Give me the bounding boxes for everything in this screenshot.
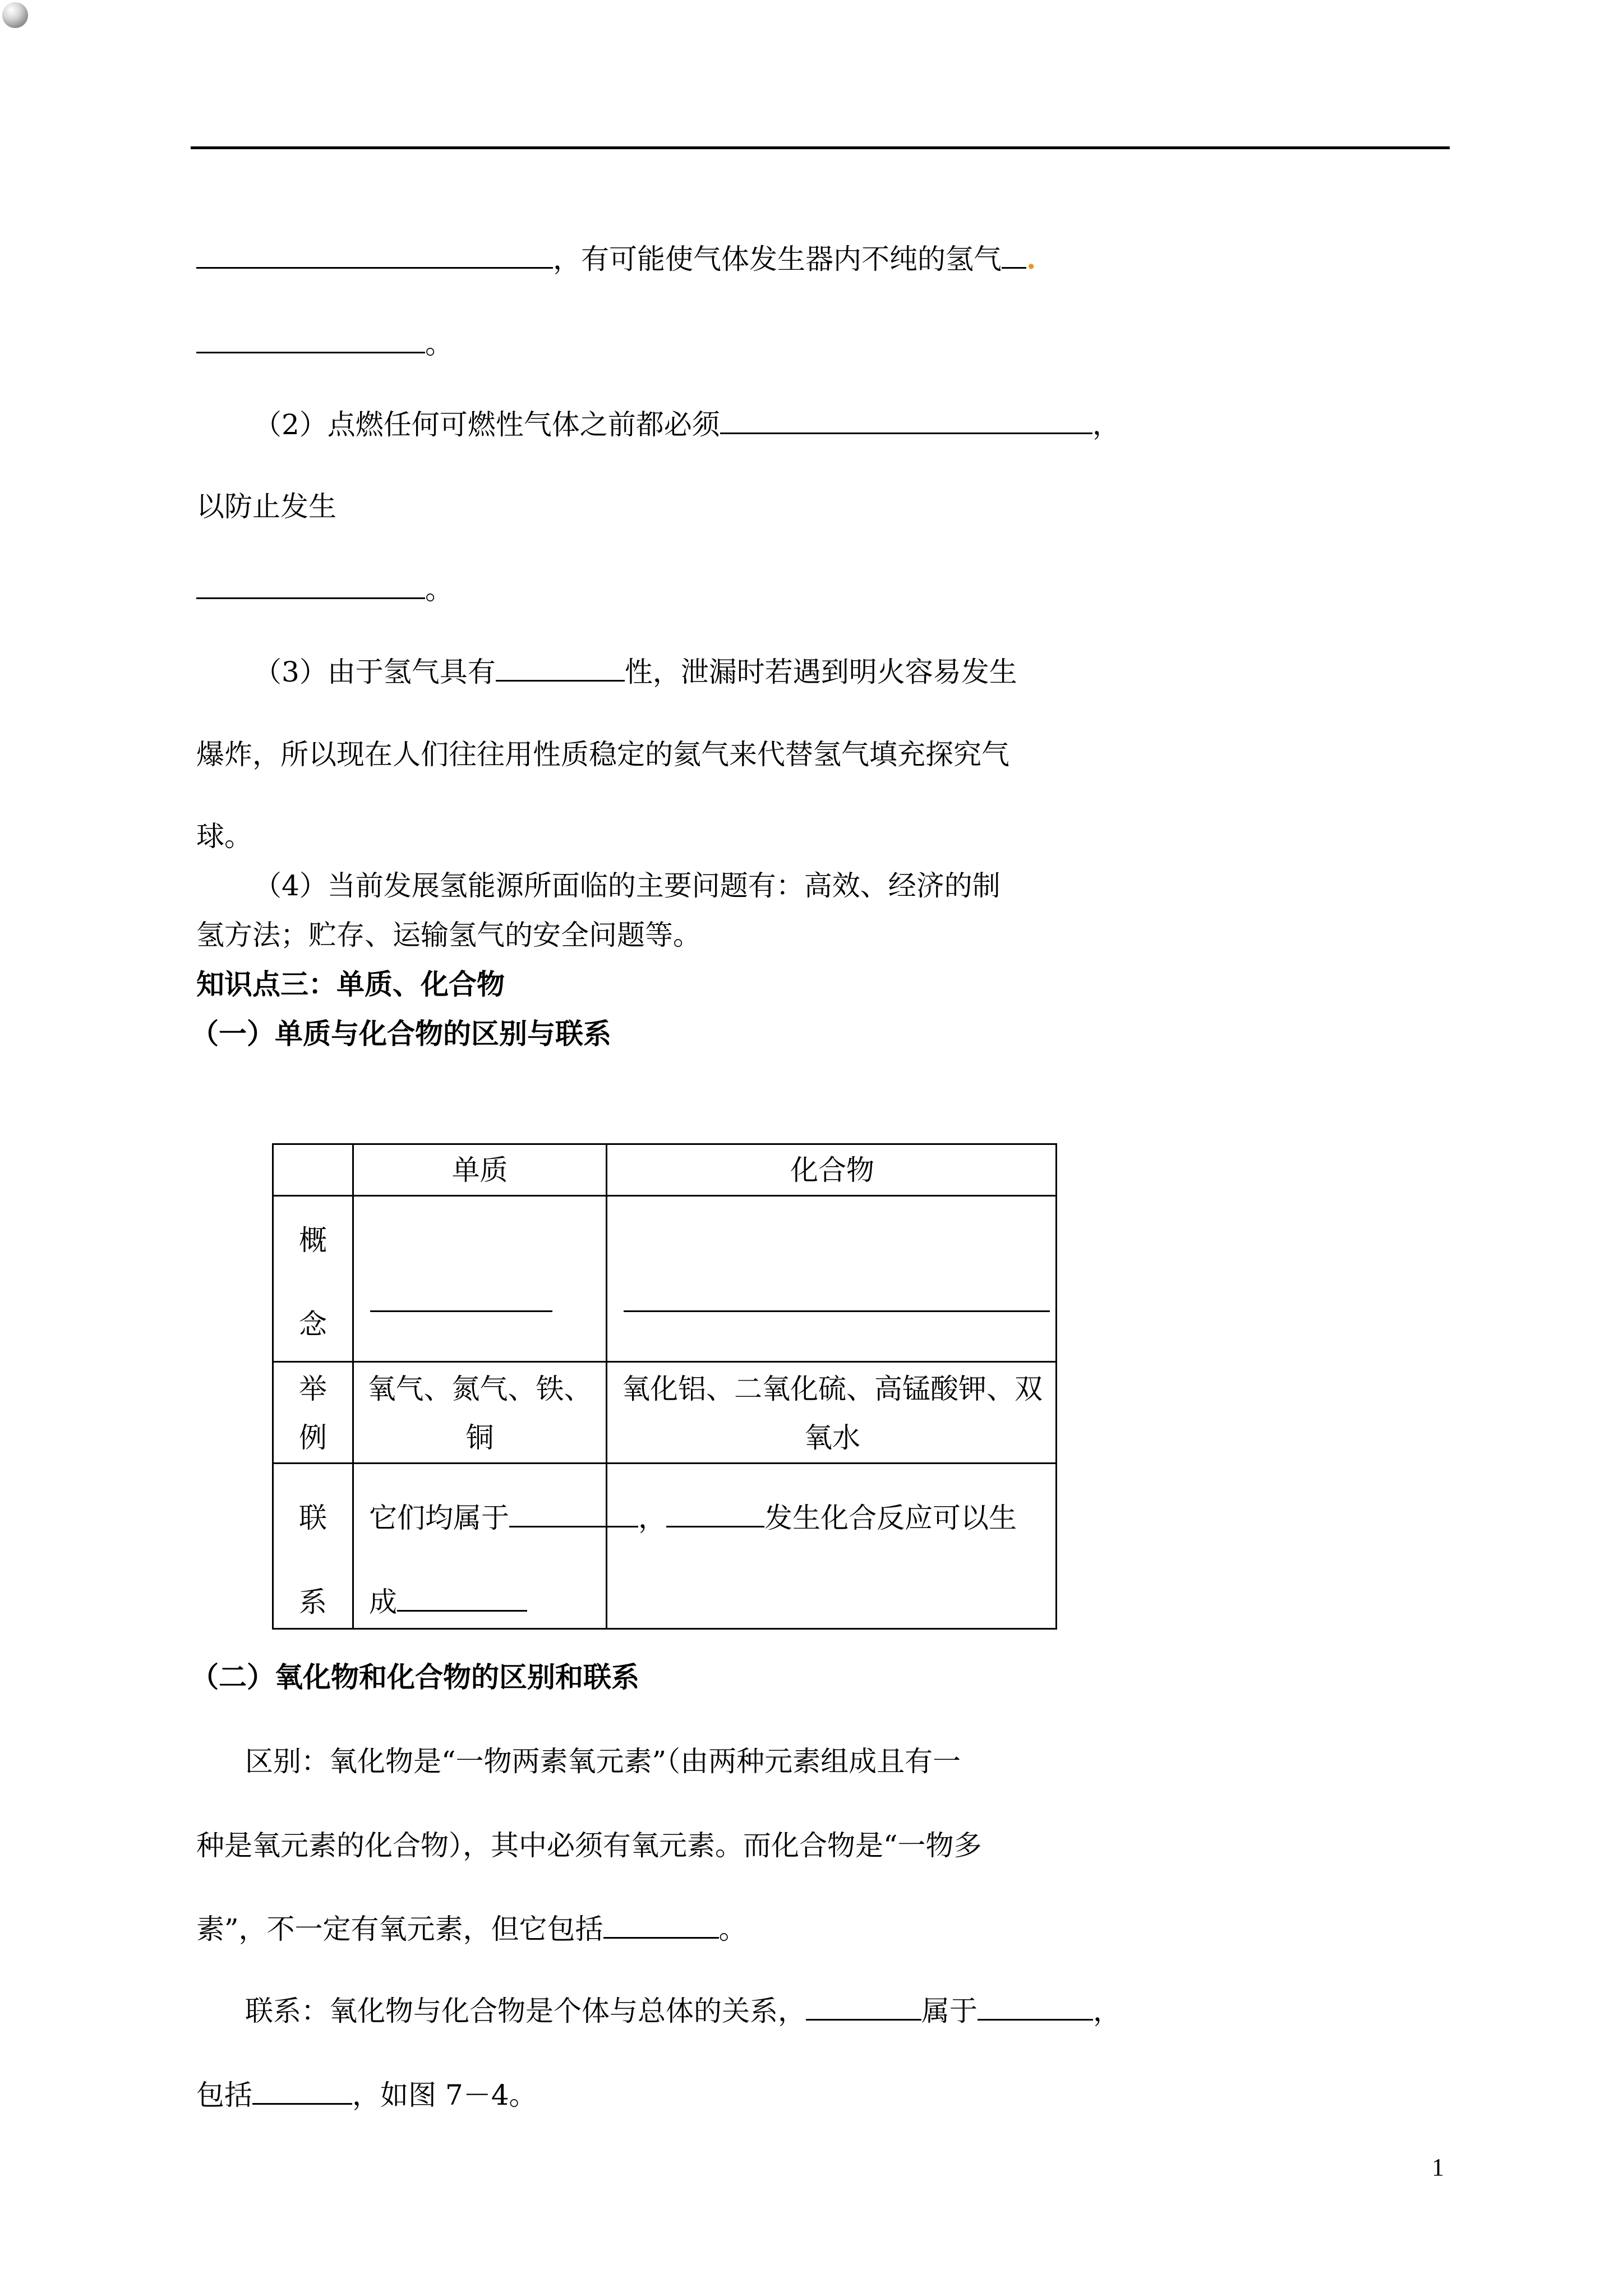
page-number: 1 [1432,2154,1444,2181]
row-label-example-top: 举 [299,1373,327,1405]
comma: ， [1092,408,1121,441]
relation-line-2 [369,1582,527,1622]
table-divider [274,1195,1055,1197]
row-label-concept-bottom: 念 [299,1308,327,1341]
header-element: 单质 [451,1154,508,1186]
answer-blank[interactable] [1002,241,1026,269]
orange-dot: . [1026,242,1036,275]
table-divider [274,1462,1055,1464]
question3-line [253,652,1017,692]
relation-para-line-2 [196,2076,537,2115]
subsection-heading: （一）单质与化合物的区别与联系 [191,1017,611,1050]
relation-line-1 [369,1498,1017,1538]
table-divider [274,1361,1055,1363]
answer-blank[interactable] [806,1993,921,2021]
header-rule [191,146,1450,149]
header-compound: 化合物 [790,1154,874,1186]
section-heading: 知识点三：单质、化合物 [196,968,505,1001]
comma: ， [1093,1995,1121,2027]
subsection-heading-2: （二）氧化物和化合物的区别和联系 [191,1660,639,1694]
relation-text: 属于 [921,1995,978,2027]
question2-cont: 以防止发生 [196,490,336,523]
row-label-relation-top: 联 [299,1502,327,1534]
difference-text: 素”，不一定有氧元素，但它包括 [196,1913,603,1945]
row-label-relation-bottom: 系 [299,1586,327,1618]
relation-text: 发生化合反应可以生 [764,1502,1017,1534]
difference-line-2: 种是氧元素的化合物），其中必须有氧元素。而化合物是“一物多 [196,1829,982,1862]
period: 。 [718,1913,747,1945]
element-examples-1: 氧气、氮气、铁、 [367,1373,592,1405]
comma: ， [638,1502,666,1534]
difference-line-3 [196,1910,747,1949]
question2-line [253,405,1121,444]
question3-line-3: 球。 [196,820,252,853]
period: 。 [425,573,453,606]
answer-blank[interactable] [509,1500,638,1527]
compound-examples-1: 氧化铝、二氧化硫、高锰酸钾、双 [622,1373,1043,1405]
element-examples-2: 铜 [465,1421,494,1454]
answer-blank[interactable] [666,1500,764,1527]
answer-blank[interactable] [603,1911,719,1939]
answer-blank[interactable] [496,654,625,682]
answer-blank[interactable] [397,1584,527,1612]
question1-line-2 [196,324,453,364]
relation-text: ，如图 7－4。 [352,2079,537,2111]
difference-line-1: 区别：氧化物是“一物两素氧元素”（由两种元素组成且有一 [245,1745,961,1778]
answer-blank[interactable] [196,326,425,353]
question3-line-2: 爆炸，所以现在人们往往用性质稳定的氦气来代替氢气填充探究气 [196,738,1009,771]
answer-blank[interactable] [978,1993,1093,2021]
comparison-table [272,1143,1057,1630]
question4-line-1: （4）当前发展氢能源所面临的主要问题有：高效、经济的制 [253,869,1000,902]
compound-examples-2: 氧水 [804,1421,860,1454]
answer-blank[interactable] [252,2077,352,2105]
row-label-concept-top: 概 [299,1224,327,1257]
corner-ball-icon [2,2,28,28]
answer-blank[interactable] [624,1310,1050,1312]
question3-text: （3）由于氢气具有 [253,656,496,688]
question4-line-2: 氢方法；贮存、运输氢气的安全问题等。 [196,919,701,951]
row-label-example-bottom: 例 [299,1421,327,1454]
relation-para-line-1 [245,1991,1121,2031]
answer-blank[interactable] [196,572,425,599]
question1-text: ，有可能使气体发生器内不纯的氢气 [553,243,1002,275]
relation-text: 成 [369,1586,397,1618]
relation-text: 联系：氧化物与化合物是个体与总体的关系， [245,1995,806,2027]
period: 。 [425,328,453,360]
question1-line [196,240,1036,279]
relation-text: 包括 [196,2079,252,2111]
answer-blank[interactable] [196,241,553,269]
question2-line-3 [196,570,453,609]
answer-blank[interactable] [720,407,1092,434]
question3-tail: 性，泄漏时若遇到明火容易发生 [624,656,1017,688]
answer-blank[interactable] [370,1310,552,1312]
relation-text: 它们均属于 [369,1502,509,1534]
question2-text: （2）点燃任何可燃性气体之前都必须 [253,408,720,441]
